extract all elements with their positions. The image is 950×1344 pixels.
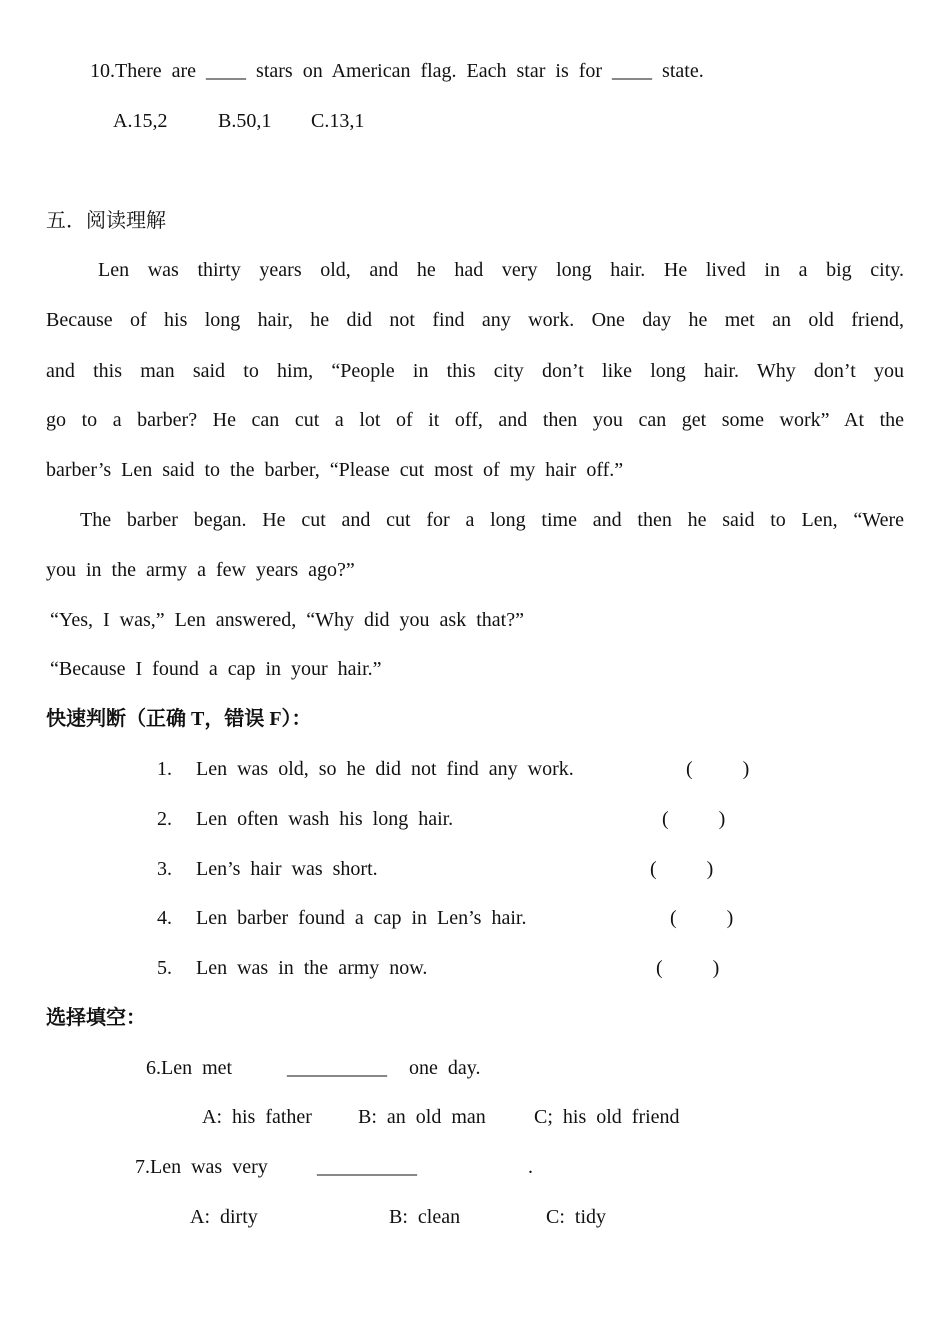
q6-stem-end: one day. (409, 1057, 481, 1079)
tf-item-number: 2. (157, 808, 172, 830)
q10-option-c: C.13,1 (311, 110, 365, 132)
q10-option-b: B.50,1 (218, 110, 272, 132)
tf-item-number: 1. (157, 758, 172, 780)
q10-option-a: A.15,2 (113, 110, 168, 132)
tf-item-text: Len was old, so he did not find any work. (196, 758, 574, 780)
q10-stem: 10.There are ____ stars on American flag. Each star is for ____ state. (90, 60, 704, 82)
passage-line-6: The barber began. He cut and cut for a long time and then he said to Len, “Were (80, 509, 904, 531)
answer-blank[interactable]: ( ) (686, 758, 750, 780)
q6-stem-start: 6.Len met (146, 1057, 233, 1079)
tf-item-text: Len barber found a cap in Len’s hair. (196, 907, 527, 929)
passage-line-3: and this man said to him, “People in this city don’t like long hair. Why don’t you (46, 360, 904, 382)
q7-option-b: B: clean (389, 1206, 461, 1228)
q6-option-b: B: an old man (358, 1106, 486, 1128)
tf-item-text: Len often wash his long hair. (196, 808, 454, 830)
q6-answer-blank[interactable]: __________ (287, 1057, 387, 1079)
answer-blank[interactable]: ( ) (650, 858, 714, 880)
tf-item-number: 3. (157, 858, 172, 880)
mc-heading: 选择填空： (46, 1007, 146, 1029)
tf-heading: 快速判断（正确 T，错误 F）： (46, 708, 312, 730)
q7-answer-blank[interactable]: __________ (317, 1156, 417, 1178)
passage-line-7: you in the army a few years ago?” (46, 559, 355, 581)
q7-stem-end: . (528, 1156, 533, 1178)
reading-section-title: 五．阅读理解 (46, 210, 166, 232)
passage-line-8: “Yes, I was,” Len answered, “Why did you ask that?” (50, 609, 524, 631)
tf-item-text: Len’s hair was short. (196, 858, 378, 880)
passage-line-1: Len was thirty years old, and he had very long hair. He lived in a big city. (98, 259, 904, 281)
answer-blank[interactable]: ( ) (670, 907, 734, 929)
q6-option-a: A: his father (202, 1106, 312, 1128)
answer-blank[interactable]: ( ) (662, 808, 726, 830)
passage-line-5: barber’s Len said to the barber, “Please cut most of my hair off.” (46, 459, 624, 481)
q7-option-a: A: dirty (190, 1206, 258, 1228)
tf-item-text: Len was in the army now. (196, 957, 428, 979)
q7-option-c: C: tidy (546, 1206, 607, 1228)
passage-line-2: Because of his long hair, he did not find any work. One day he met an old friend, (46, 309, 904, 331)
tf-item-number: 4. (157, 907, 172, 929)
tf-item-number: 5. (157, 957, 172, 979)
q6-option-c: C; his old friend (534, 1106, 680, 1128)
answer-blank[interactable]: ( ) (656, 957, 720, 979)
passage-line-9: “Because I found a cap in your hair.” (50, 658, 382, 680)
passage-line-4: go to a barber? He can cut a lot of it off, and then you can get some work” At the (46, 409, 904, 431)
q7-stem-start: 7.Len was very (135, 1156, 268, 1178)
